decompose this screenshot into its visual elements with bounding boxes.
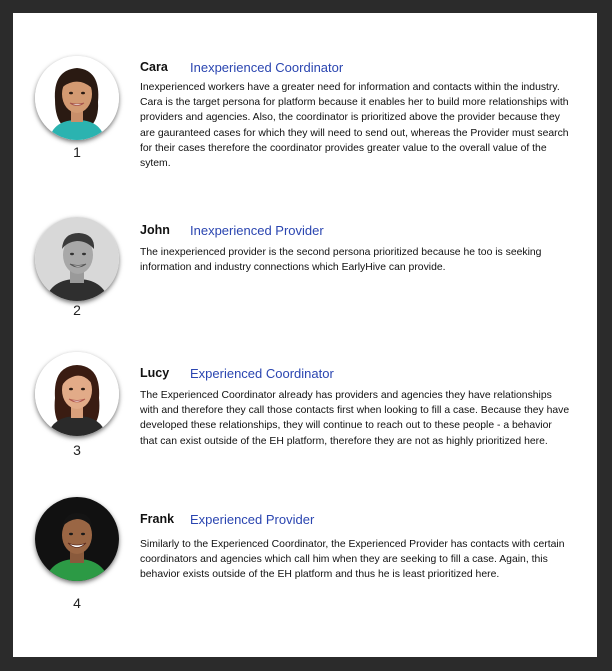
avatar-cara: [35, 56, 119, 140]
persona-description: The Experienced Coordinator already has providers and agencies they have relationships with and therefore they call those contacts first when looking to fill a case. Because they have developed these relationships, they will continue to reach out to these people - a behavior that can exist outside of the EH platform, therefore they are not as highly prioritized here.: [140, 390, 570, 447]
persona-role: Experienced Provider: [190, 512, 315, 527]
avatar-lucy: [35, 352, 119, 436]
man-photo-icon: [35, 217, 119, 301]
woman-photo-icon: [35, 56, 119, 140]
persona-rank: 4: [73, 595, 81, 611]
persona-description: The inexperienced provider is the second persona prioritized because he too is seeking information and industry connections which EarlyHive can provide.: [140, 247, 542, 274]
persona-name: Lucy: [140, 366, 170, 380]
man-photo-icon: [35, 497, 119, 581]
avatar-frank: [35, 497, 119, 581]
persona-description: Inexperienced workers have a greater need for information and contacts within the industry. Cara is the target persona for platform because it enables her to build more relationships with providers and agencies. Also, the coordinator is prioritized above the provider because they are gauranteed cases for which they will need to send out, whereas the Provider must search for their cases therefore the coordinator provides greater value to the overall value of the sytem.: [140, 82, 569, 170]
persona-rank: 1: [73, 144, 81, 160]
persona-description: Similarly to the Experienced Coordinator, the Experienced Provider has contacts with certain coordinators and agencies which call him when they are seeking to fill a case. Again, this behavior exists outside of the EH platform and thus he is least prioritized here.: [140, 539, 565, 581]
persona-rank: 3: [73, 442, 81, 458]
persona-role: Experienced Coordinator: [190, 366, 334, 381]
document-page: [13, 13, 597, 657]
woman-photo-icon: [35, 352, 119, 436]
persona-name: Frank: [140, 512, 175, 526]
persona-role: Inexperienced Provider: [190, 223, 324, 238]
persona-rank: 2: [73, 302, 81, 318]
persona-name: Cara: [140, 60, 168, 74]
persona-name: John: [140, 223, 170, 237]
avatar-john: [35, 217, 119, 301]
persona-role: Inexperienced Coordinator: [190, 60, 344, 75]
